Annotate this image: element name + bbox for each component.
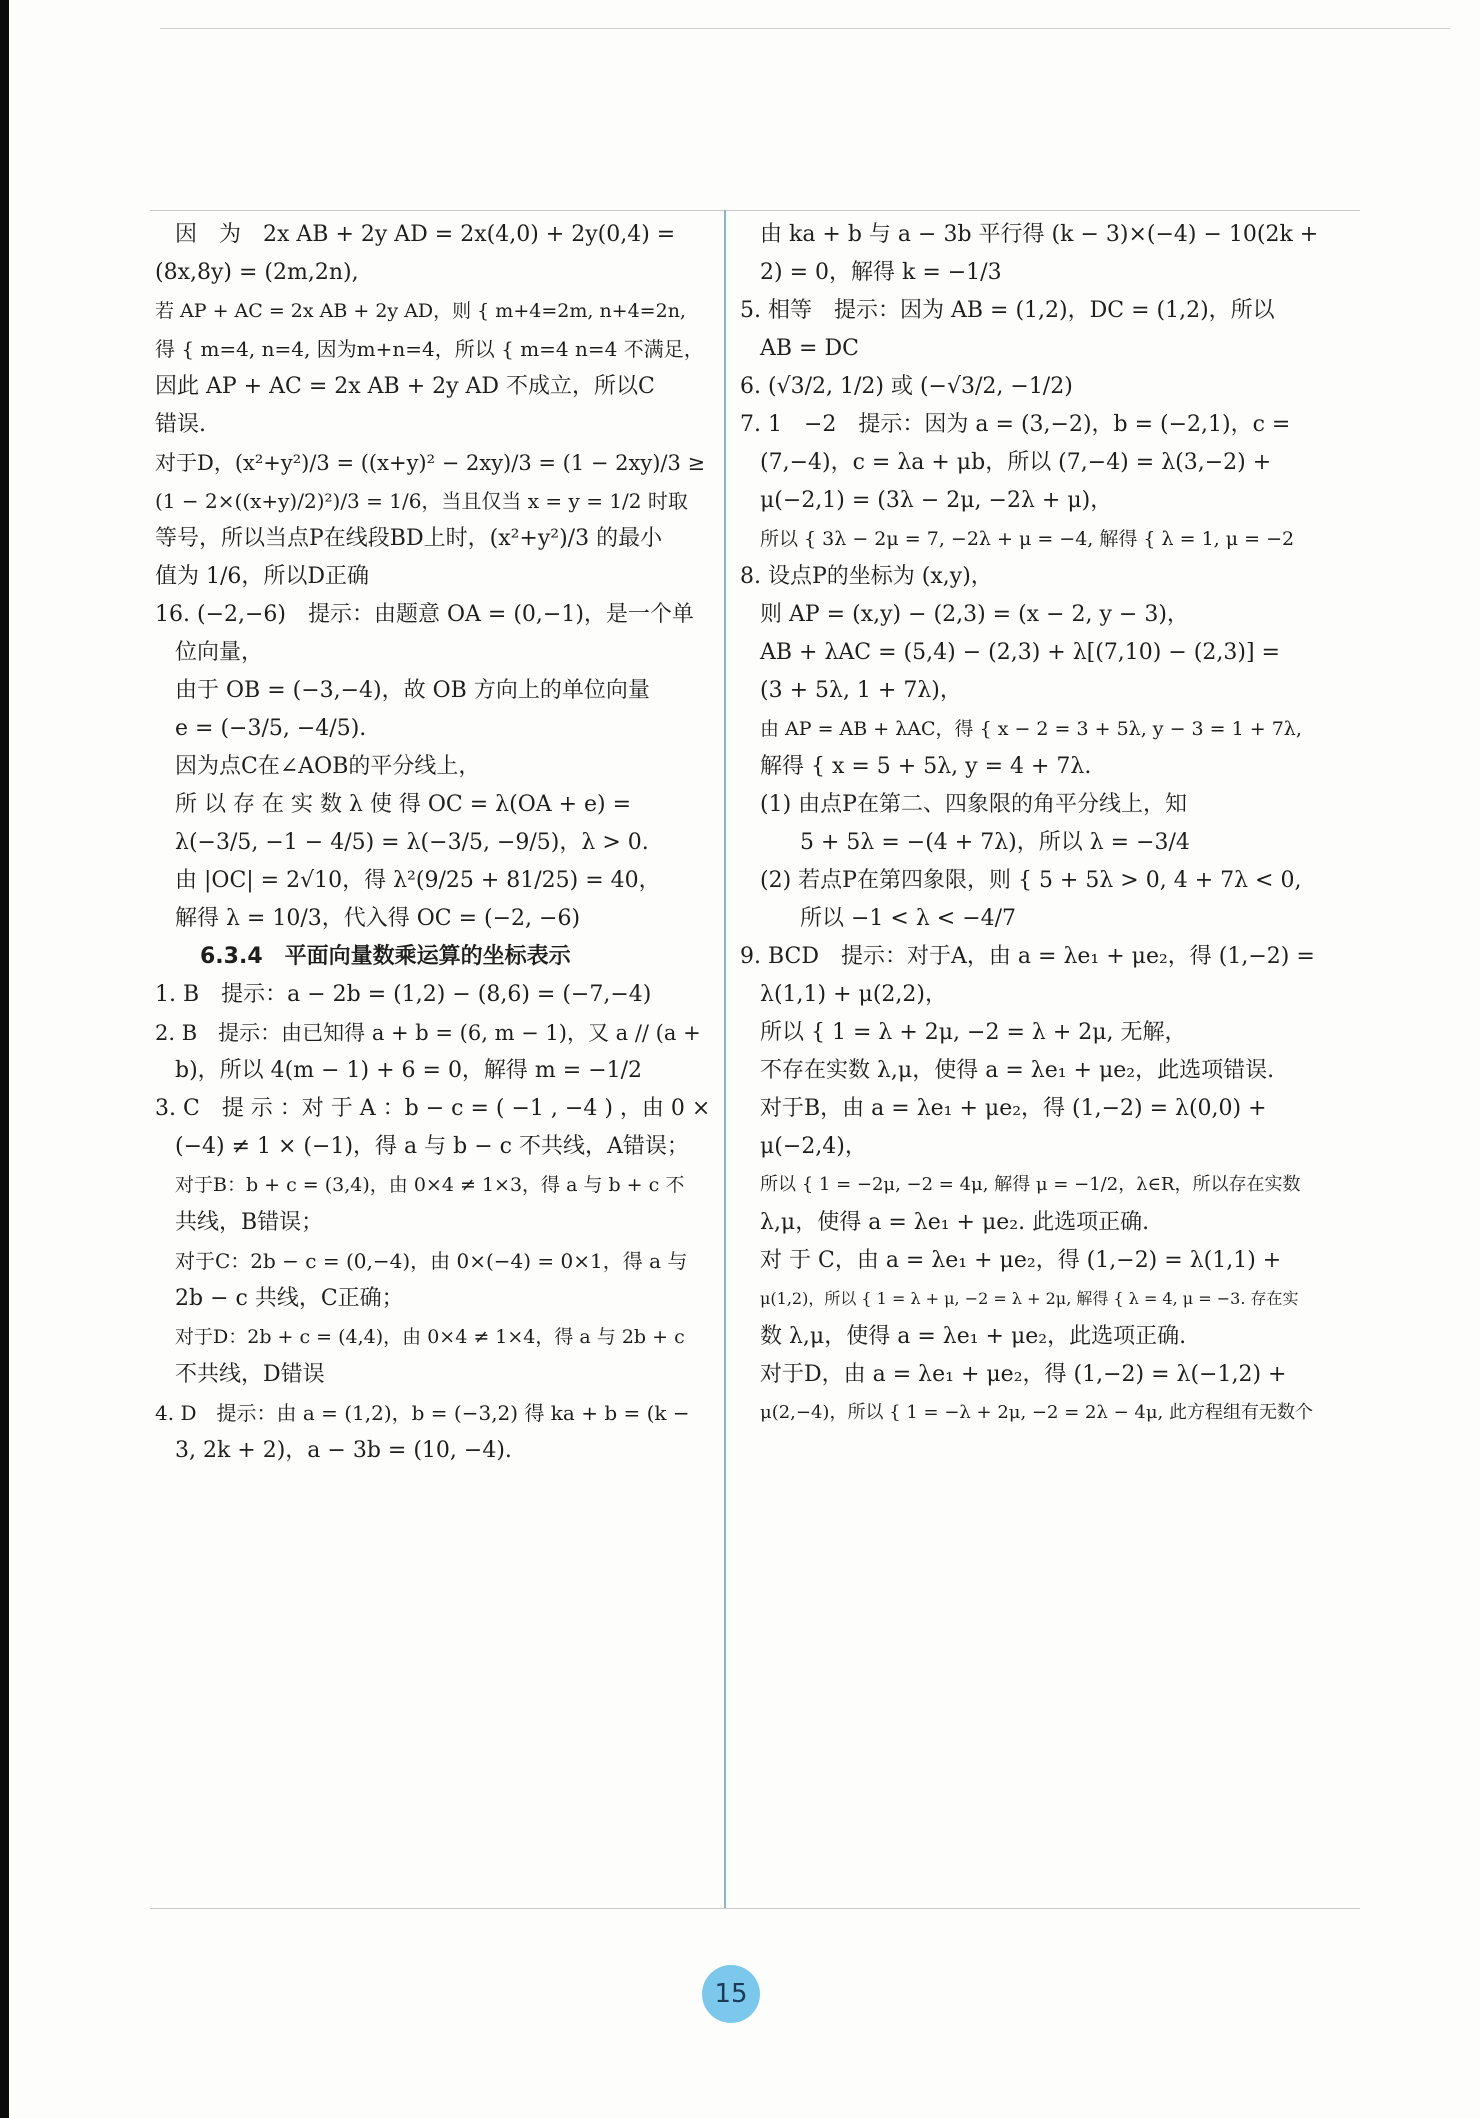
text-line: μ(−2,4)， <box>760 1134 867 1159</box>
answer-16: 16. (−2,−6) 提示：由题意 OA = (0,−1)，是一个单 <box>155 602 694 627</box>
text-line: 因为点C在∠AOB的平分线上， <box>175 754 481 779</box>
text-line: (2) 若点P在第四象限，则 { 5 + 5λ > 0, 4 + 7λ < 0, <box>760 868 1302 893</box>
answer-5: 5. 相等 提示：因为 AB = (1,2)，DC = (1,2)，所以 <box>740 298 1275 323</box>
top-rule <box>160 28 1450 29</box>
scan-edge-bar <box>0 0 9 2118</box>
text-line: 对于B：b + c = (3,4)，由 0×4 ≠ 1×3，得 a 与 b + c 不 <box>175 1174 685 1196</box>
text-line: μ(2,−4)，所以 { 1 = −λ + 2μ, −2 = 2λ − 4μ, 此方程组有无数个 <box>760 1402 1313 1423</box>
text-line: 值为 1/6，所以D正确 <box>155 564 370 589</box>
text-line: 因 为 2x AB + 2y AD = 2x(4,0) + 2y(0,4) = <box>175 222 676 247</box>
text-line: (1) 由点P在第二、四象限的角平分线上，知 <box>760 792 1187 817</box>
text-line: 得 { m=4, n=4, 因为m+n=4，所以 { m=4 n=4 不满足， <box>155 337 704 361</box>
footer-rule <box>150 1908 1360 1909</box>
text-line: 所以 { 3λ − 2μ = 7, −2λ + μ = −4, 解得 { λ = 1, μ = −2 <box>760 528 1295 550</box>
text-line: 对于C：2b − c = (0,−4)，由 0×(−4) = 0×1，得 a 与 <box>175 1249 688 1273</box>
header-rule <box>150 210 1360 211</box>
text-line: 由于 OB = (−3,−4)，故 OB 方向上的单位向量 <box>175 678 650 703</box>
text-line: 位向量， <box>175 640 264 665</box>
text-line: (7,−4)，c = λa + μb，所以 (7,−4) = λ(3,−2) + <box>760 450 1272 475</box>
text-line: 若 AP + AC = 2x AB + 2y AD，则 { m+4=2m, n+4=2n, <box>155 300 686 322</box>
text-line: λ,μ，使得 a = λe₁ + μe₂. 此选项正确. <box>760 1210 1150 1235</box>
text-line: 不存在实数 λ,μ，使得 a = λe₁ + μe₂，此选项错误. <box>760 1058 1275 1083</box>
text-line: 对于D，由 a = λe₁ + μe₂，得 (1,−2) = λ(−1,2) + <box>760 1362 1287 1387</box>
text-line: b)，所以 4(m − 1) + 6 = 0，解得 m = −1/2 <box>175 1058 643 1083</box>
text-line: λ(−3/5, −1 − 4/5) = λ(−3/5, −9/5)，λ > 0. <box>175 830 649 855</box>
text-line: 解得 λ = 10/3，代入得 OC = (−2, −6) <box>175 906 581 931</box>
answer-7: 7. 1 −2 提示：因为 a = (3,−2)，b = (−2,1)，c = <box>740 412 1291 437</box>
text-line: μ(−2,1) = (3λ − 2μ, −2λ + μ)， <box>760 488 1113 513</box>
text-line: AB = DC <box>760 336 859 361</box>
text-line: 不共线，D错误 <box>175 1362 325 1387</box>
answer-8: 8. 设点P的坐标为 (x,y)， <box>740 564 993 589</box>
text-line: 等号，所以当点P在线段BD上时，(x²+y²)/3 的最小 <box>155 526 663 551</box>
text-line: e = (−3/5, −4/5). <box>175 716 367 741</box>
text-line: μ(1,2)，所以 { 1 = λ + μ, −2 = λ + 2μ, 解得 { λ = 4, μ = −3. 存在实 <box>760 1289 1299 1308</box>
text-line: 错误. <box>155 412 206 437</box>
text-line: 对于D，(x²+y²)/3 = ((x+y)² − 2xy)/3 = (1 − 2xy)/3 ≥ <box>155 451 706 475</box>
text-line: λ(1,1) + μ(2,2)， <box>760 982 947 1007</box>
text-line: 所以 { 1 = λ + 2μ, −2 = λ + 2μ, 无解， <box>760 1020 1187 1045</box>
text-line: 则 AP = (x,y) − (2,3) = (x − 2, y − 3)， <box>760 602 1189 627</box>
text-line: AB + λAC = (5,4) − (2,3) + λ[(7,10) − (2,3)] = <box>760 640 1280 665</box>
text-line: 3, 2k + 2)，a − 3b = (10, −4). <box>175 1438 512 1463</box>
answer-9: 9. BCD 提示：对于A，由 a = λe₁ + μe₂，得 (1,−2) = <box>740 944 1315 969</box>
column-divider <box>724 210 726 1908</box>
text-line: 5 + 5λ = −(4 + 7λ)，所以 λ = −3/4 <box>800 830 1190 855</box>
answer-3: 3. C 提 示 ：对 于 A ：b − c = ( −1 , −4 ) ，由 0 × <box>155 1096 711 1121</box>
text-line: 由 |OC| = 2√10，得 λ²(9/25 + 81/25) = 40， <box>175 868 661 893</box>
text-line: 对 于 C，由 a = λe₁ + μe₂，得 (1,−2) = λ(1,1) + <box>760 1248 1282 1273</box>
text-line: 由 AP = AB + λAC，得 { x − 2 = 3 + 5λ, y − 3 = 1 + 7λ, <box>760 718 1302 740</box>
text-line: 所以 { 1 = −2μ, −2 = 4μ, 解得 μ = −1/2，λ∈R，所以存在实数 <box>760 1174 1301 1195</box>
text-line: 2) = 0，解得 k = −1/3 <box>760 260 1002 285</box>
text-line: 所 以 存 在 实 数 λ 使 得 OC = λ(OA + e) = <box>175 792 632 817</box>
page-number-badge: 15 <box>702 1965 760 2023</box>
text-line: (8x,8y) = (2m,2n), <box>155 260 359 285</box>
text-line: 由 ka + b 与 a − 3b 平行得 (k − 3)×(−4) − 10(2k + <box>760 222 1319 247</box>
text-line: 2b − c 共线，C正确； <box>175 1286 404 1311</box>
right-column <box>740 216 1320 1432</box>
left-column <box>155 216 710 1470</box>
text-line: (−4) ≠ 1 × (−1)，得 a 与 b − c 不共线，A错误； <box>175 1134 689 1159</box>
answer-6: 6. (√3/2, 1/2) 或 (−√3/2, −1/2) <box>740 374 1073 399</box>
answer-1: 1. B 提示：a − 2b = (1,2) − (8,6) = (−7,−4) <box>155 982 652 1007</box>
text-line: 对于D：2b + c = (4,4)，由 0×4 ≠ 1×4，得 a 与 2b + c <box>175 1326 685 1348</box>
text-line: 共线，B错误； <box>175 1210 324 1235</box>
section-heading: 6.3.4 平面向量数乘运算的坐标表示 <box>200 944 571 969</box>
answer-4: 4. D 提示：由 a = (1,2)，b = (−3,2) 得 ka + b = (k − <box>155 1401 690 1425</box>
text-line: 因此 AP + AC = 2x AB + 2y AD 不成立，所以C <box>155 374 655 399</box>
text-line: 对于B，由 a = λe₁ + μe₂，得 (1,−2) = λ(0,0) + <box>760 1096 1267 1121</box>
answer-2: 2. B 提示：由已知得 a + b = (6, m − 1)，又 a // (a + <box>155 1021 701 1045</box>
text-line: 所以 −1 < λ < −4/7 <box>800 906 1017 931</box>
text-line: 数 λ,μ，使得 a = λe₁ + μe₂，此选项正确. <box>760 1324 1187 1349</box>
text-line: (1 − 2×((x+y)/2)²)/3 = 1/6，当且仅当 x = y = 1/2 时取 <box>155 489 688 513</box>
text-line: 解得 { x = 5 + 5λ, y = 4 + 7λ. <box>760 754 1092 779</box>
text-line: (3 + 5λ, 1 + 7λ)， <box>760 678 962 703</box>
